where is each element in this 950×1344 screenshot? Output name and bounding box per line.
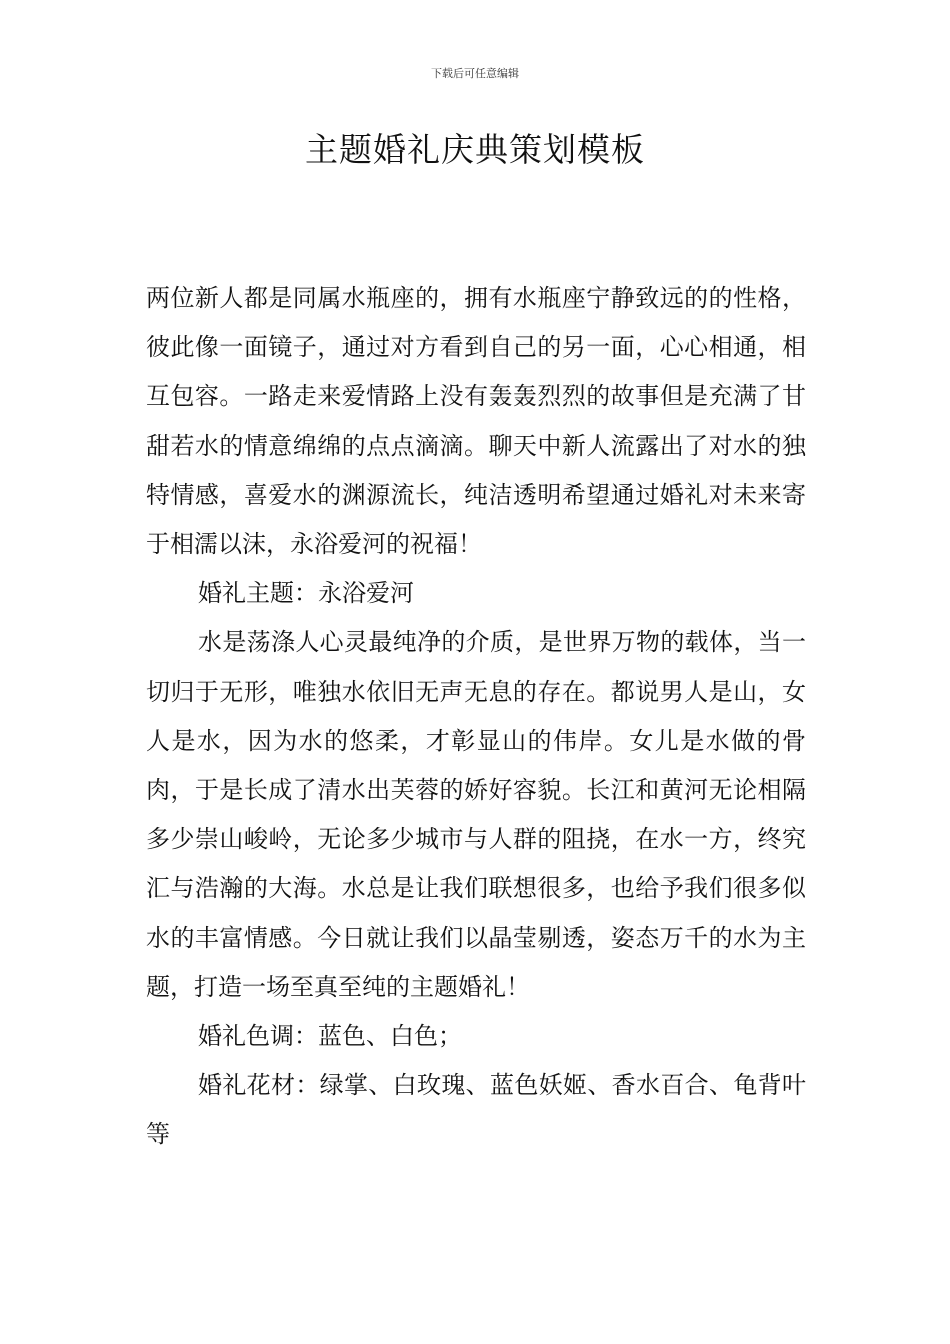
paragraph-flowers: 婚礼花材：绿掌、白玫瑰、蓝色妖姬、香水百合、龟背叶等 <box>146 1071 806 1149</box>
paragraph-intro: 两位新人都是同属水瓶座的，拥有水瓶座宁静致远的的性格，彼此像一面镜子，通过对方看到自己的另一面，心心相通，相互包容。一路走来爱情路上没有轰轰烈烈的故事但是充满了甘甜若水的情意绵绵的点点滴滴。聊天中新人流露出了对水的独特情感，喜爱水的渊源流长，纯洁透明希望通过婚礼对未来寄于相濡以沫，永浴爱河的祝福！ <box>146 284 806 559</box>
paragraph-theme: 婚礼主题：永浴爱河 <box>198 579 414 608</box>
document-body <box>146 274 806 1160</box>
paragraph-water: 水是荡涤人心灵最纯净的介质，是世界万物的载体，当一切归于无形，唯独水依旧无声无息的存在。都说男人是山，女人是水，因为水的悠柔，才彰显山的伟岸。女儿是水做的骨肉，于是长成了清水出芙蓉的娇好容貌。长江和黄河无论相隔多少崇山峻岭，无论多少城市与人群的阻挠，在水一方，终究汇与浩瀚的大海。水总是让我们联想很多，也给予我们很多似水的丰富情感。今日就让我们以晶莹剔透，姿态万千的水为主题，打造一场至真至纯的主题婚礼！ <box>146 628 806 1001</box>
paragraph-colors: 婚礼色调：蓝色、白色； <box>198 1022 462 1051</box>
document-title: 主题婚礼庆典策划模板 <box>305 130 645 169</box>
header-note: 下载后可任意编辑 <box>431 67 519 80</box>
